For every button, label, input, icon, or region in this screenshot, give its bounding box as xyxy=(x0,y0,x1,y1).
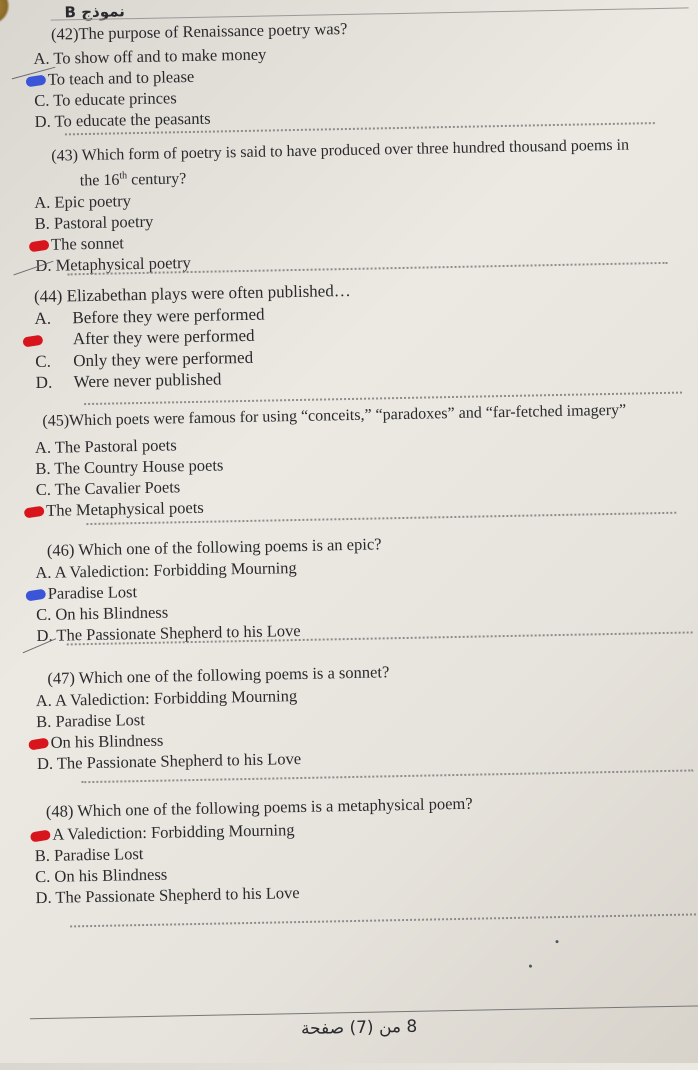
question-42 xyxy=(51,18,348,45)
question-47 xyxy=(47,661,389,689)
option-a[interactable]: A. A Valediction: Forbidding Mourning xyxy=(35,558,297,583)
header-rule xyxy=(51,7,689,20)
option-a[interactable]: A. A Valediction: Forbidding Mourning xyxy=(35,686,298,711)
page-number: 8 من (7) صفحة xyxy=(300,1016,418,1040)
answer-mark xyxy=(30,830,51,843)
q43-options xyxy=(34,189,191,276)
option-c[interactable]: C. To educate princes xyxy=(34,88,177,110)
answer-mark xyxy=(28,240,49,253)
option-a[interactable]: A. The Pastoral poets xyxy=(34,435,177,458)
question-title-line2: the 16th century? xyxy=(79,170,187,190)
question-title: (43) Which form of poetry is said to have produced over three hundred thousand poems in xyxy=(51,136,630,165)
answer-mark xyxy=(25,75,46,88)
question-title: (44) Elizabethan plays were often published… xyxy=(33,280,351,307)
question-title: (42)The purpose of Renaissance poetry was? xyxy=(50,18,348,44)
separator xyxy=(81,769,693,783)
option-d[interactable]: D. The Passionate Shepherd to his Love xyxy=(36,748,302,774)
form-label: B نموذج xyxy=(64,2,126,22)
option-a[interactable]: A. Epic poetry xyxy=(34,191,132,213)
option-a[interactable]: A. To show off and to make money xyxy=(33,44,267,68)
option-c[interactable]: C. Only they were performed xyxy=(35,347,254,371)
option-c[interactable]: On his Blindness xyxy=(28,727,300,753)
question-43 xyxy=(51,135,630,192)
option-b[interactable]: To teach and to please xyxy=(26,65,267,91)
option-b[interactable]: B. Paradise Lost xyxy=(36,709,145,732)
answer-mark xyxy=(22,335,43,348)
q48-options xyxy=(34,819,300,908)
answer-mark xyxy=(28,738,49,751)
answer-mark xyxy=(24,506,45,519)
q47-options xyxy=(36,685,302,774)
option-d[interactable]: D. The Passionate Shepherd to his Love xyxy=(35,883,300,908)
option-d[interactable]: D. The Passionate Shepherd to his Love xyxy=(36,620,301,646)
question-title: (48) Which one of the following poems is a metaphysical poem? xyxy=(45,793,473,821)
option-b[interactable]: B. Pastoral poetry xyxy=(34,211,154,234)
q46-options xyxy=(35,557,301,646)
option-b[interactable]: Paradise Lost xyxy=(26,578,300,604)
option-d[interactable]: D. To educate the peasants xyxy=(34,108,211,131)
speck xyxy=(529,965,532,968)
option-b[interactable]: B. Paradise Lost xyxy=(34,844,144,866)
option-c[interactable]: C. On his Blindness xyxy=(34,864,168,887)
speck xyxy=(555,940,558,943)
question-48 xyxy=(46,793,473,822)
question-44 xyxy=(34,280,353,394)
option-d[interactable]: D. Metaphysical poetry xyxy=(35,253,191,275)
option-a[interactable]: A. Before they were performed xyxy=(34,304,265,328)
option-b[interactable]: After they were performed xyxy=(23,323,352,351)
option-b[interactable]: B. The Country House poets xyxy=(35,455,224,479)
question-46 xyxy=(47,533,382,560)
question-45 xyxy=(42,400,626,432)
answer-mark xyxy=(25,589,46,602)
question-title: (46) Which one of the following poems is an epic? xyxy=(46,534,382,560)
option-c[interactable]: C. The Cavalier Poets xyxy=(35,477,181,500)
option-d[interactable]: D. Were never published xyxy=(35,369,222,393)
option-c[interactable]: The sonnet xyxy=(29,231,191,255)
q45-options xyxy=(35,433,225,521)
option-a[interactable]: A Valediction: Forbidding Mourning xyxy=(30,819,298,845)
q42-options xyxy=(33,44,267,132)
separator xyxy=(70,913,696,927)
option-c[interactable]: C. On his Blindness xyxy=(35,602,169,625)
question-title: (45)Which poets were famous for using “conceits,” “paradoxes” and “far-fetched imagery” xyxy=(42,401,627,430)
question-title: (47) Which one of the following poems is a sonnet? xyxy=(47,662,390,688)
option-d[interactable]: The Metaphysical poets xyxy=(24,496,224,521)
corner-stain xyxy=(0,0,11,25)
